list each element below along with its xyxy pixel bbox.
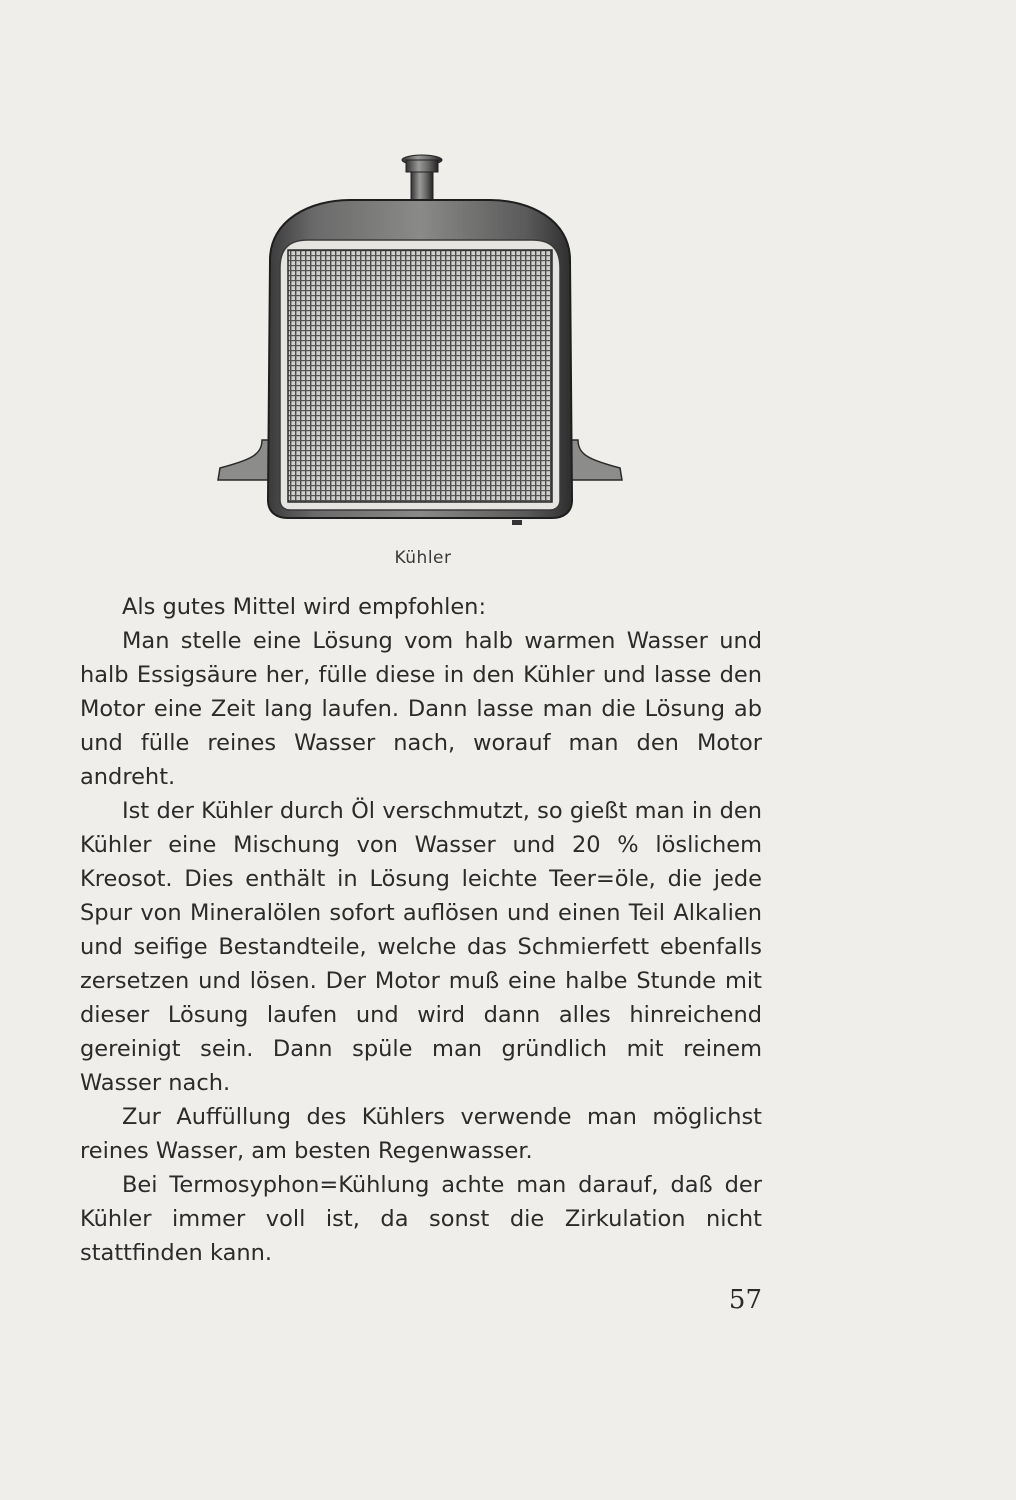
paragraph: Ist der Kühler durch Öl verschmutzt, so gießt man in den Kühler eine Mischung von Wasser und 20 % löslichem Kreosot. Dies enthält in Lösung leichte Teer=öle, die jede Spur von Mineralölen sofort auflösen und einen Teil Alkalien und seifige Bestandteile, welche das Schmierfett ebenfalls zersetzen und lösen. Der Motor muß eine halbe Stunde mit dieser Lösung laufen und wird dann alles hinreichend gereinigt sein. Dann spüle man gründlich mit reinem Wasser nach. xyxy=(80,798,762,1096)
figure-caption: Kühler xyxy=(394,548,452,568)
paragraph: Man stelle eine Lösung vom halb warmen Wasser und halb Essigsäure her, fülle diese in den Kühler und lasse den Motor eine Zeit lang laufen. Dann lasse man die Lösung ab und fülle reines Wasser nach, worauf man den Motor andreht. xyxy=(80,628,762,790)
page-number: 57 xyxy=(728,1285,762,1315)
body-text xyxy=(80,590,762,1270)
paragraph: Zur Auffüllung des Kühlers verwende man möglichst reines Wasser, am besten Regenwasser. xyxy=(80,1104,762,1164)
radiator-illustration xyxy=(210,150,630,535)
paragraph: Als gutes Mittel wird empfohlen: xyxy=(122,594,487,620)
filler-cap-icon xyxy=(402,155,442,200)
paragraph: Bei Termosyphon=Kühlung achte man darauf, daß der Kühler immer voll ist, da sonst die Zirkulation nicht stattfinden kann. xyxy=(80,1172,762,1266)
